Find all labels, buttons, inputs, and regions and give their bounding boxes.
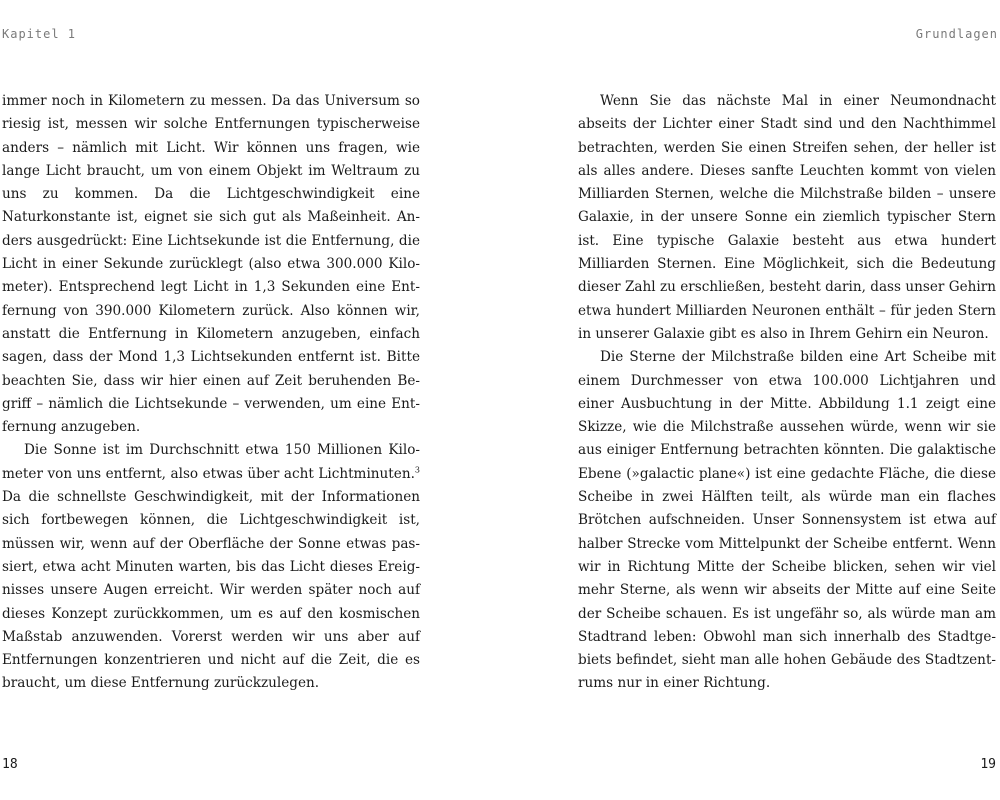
page-number-right: 19 xyxy=(980,757,996,772)
right-paragraph-2: Die Sterne der Milchstraße bilden eine Art Scheibe mit einem Durchmesser von etwa 100.000 Lichtjahren und einer Ausbuchtung in der Mitte. Abbildung 1.1 zeigt eine Skizze, wie die Milchstraße aussehen würde, wenn wir sie aus einiger Entfernung betrachten könnten. Die galaktische Ebene (»galactic plane«) ist eine gedachte Fläche, die diese Scheibe in zwei Hälften teilt, als würde man ein flaches Brötchen aufschneiden. Unser Sonnensystem ist etwa auf halber Strecke vom Mittelpunkt der Scheibe entfernt. Wenn wir in Richtung Mitte der Scheibe blicken, sehen wir viel mehr Sterne, als wenn wir abseits der Mitte auf eine Seite der Scheibe schauen. Es ist ungefähr so, als würde man am Stadtrand leben: Obwohl man sich innerhalb des Stadtgebiets befindet, sieht man alle hohen Gebäude des Stadtzentrums nur in einer Richtung. xyxy=(578,349,996,692)
left-paragraph-2-start: Die Sonne ist im Durchschnitt etwa 150 Millionen Kilometer von uns entfernt, also etwas über acht Lichtminuten. xyxy=(2,442,420,482)
left-paragraph-1: immer noch in Kilometern zu messen. Da das Universum so riesig ist, messen wir solche Entfernungen typischerweise anders – nämlich mit Licht. Wir können uns fragen, wie lange Licht braucht, um von einem Objekt im Weltraum zu uns zu kommen. Da die Lichtgeschwindigkeit eine Naturkonstante ist, eignet sie sich gut als Maßeinheit. Anders ausgedrückt: Eine Lichtsekunde ist die Entfernung, die Licht in einer Sekunde zurücklegt (also etwa 300.000 Kilometer). Entsprechend legt Licht in 1,3 Sekunden eine Entfernung von 390.000 Kilometern zurück. Also können wir, anstatt die Entfernung in Kilometern anzugeben, einfach sagen, dass der Mond 1,3 Lichtsekunden entfernt ist. Bitte beachten Sie, dass wir hier einen auf Zeit beruhenden Begriff – nämlich die Lichtsekunde – verwenden, um eine Entfernung anzugeben. xyxy=(2,93,420,436)
left-paragraph-2 xyxy=(2,439,420,695)
running-head-section: Grundlagen xyxy=(915,27,998,41)
left-paragraph-2-end: Da die schnellste Geschwindigkeit, mit der Informationen sich fortbewegen können, die Lichtgeschwindigkeit ist, müssen wir, wenn auf der Oberfläche der Sonne etwas passiert, etwa acht Minuten warten, bis das Licht dieses Ereignisses unsere Augen erreicht. Wir werden später noch auf dieses Konzept zurückkommen, um es auf den kosmischen Maßstab anzuwenden. Vorerst werden wir uns aber auf Entfernungen konzentrieren und nicht auf die Zeit, die es braucht, um diese Entfernung zurückzulegen. xyxy=(2,489,420,692)
left-page-body xyxy=(2,90,420,696)
page-number-left: 18 xyxy=(2,757,18,772)
running-head-chapter: Kapitel 1 xyxy=(2,27,77,41)
right-page-body xyxy=(578,90,996,696)
right-paragraph-1: Wenn Sie das nächste Mal in einer Neumondnacht abseits der Lichter einer Stadt sind und den Nachthimmel betrachten, werden Sie einen Streifen sehen, der heller ist als alles andere. Dieses sanfte Leuchten kommt von vielen Milliarden Sternen, welche die Milchstraße bilden – unsere Galaxie, in der unsere Sonne ein ziemlich typischer Stern ist. Eine typische Galaxie besteht aus etwa hundert Milliarden Sternen. Eine Möglichkeit, sich die Bedeutung dieser Zahl zu erschließen, besteht darin, dass unser Gehirn etwa hundert Milliarden Neuronen enthält – für jeden Stern in unserer Galaxie gibt es also in Ihrem Gehirn ein Neuron. xyxy=(578,93,996,342)
footnote-marker[interactable]: 3 xyxy=(414,465,420,475)
